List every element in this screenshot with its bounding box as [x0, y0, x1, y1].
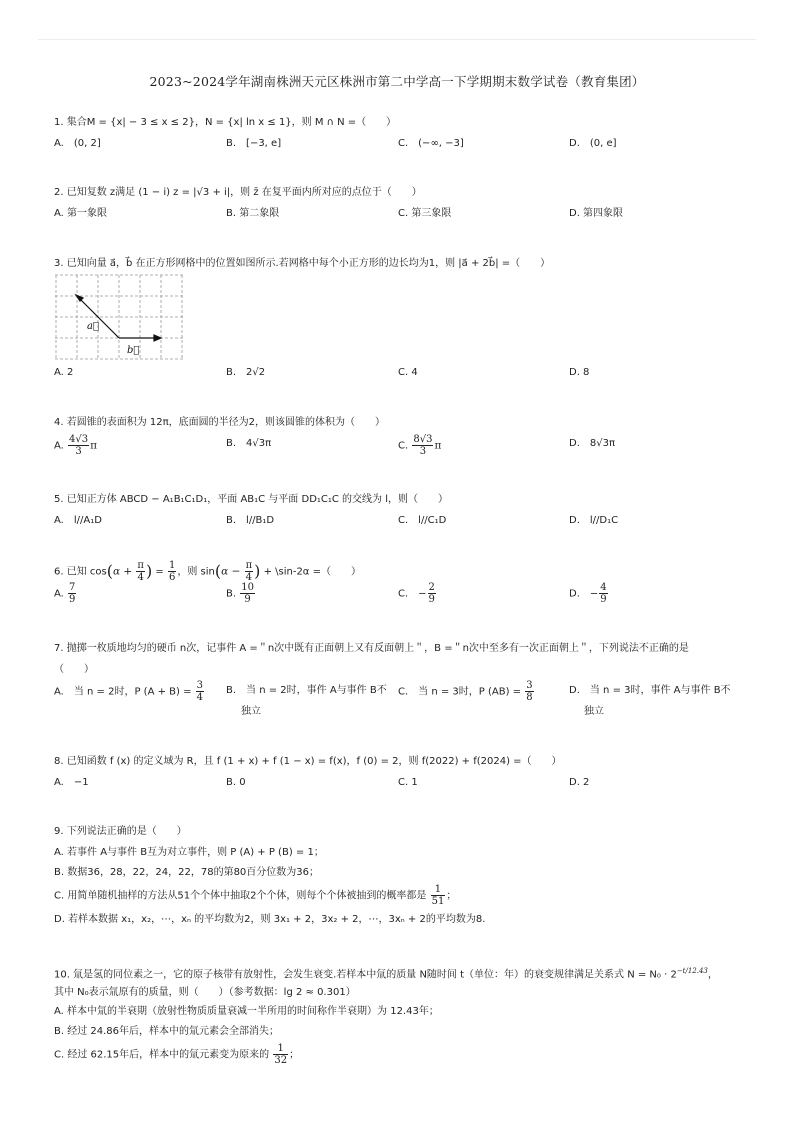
question-1	[54, 116, 744, 130]
q5-option-b[interactable]: B. l//B₁D	[226, 515, 275, 526]
q5-option-a[interactable]: A. l//A₁D	[54, 515, 102, 526]
question-10-text: 10. 氚是氢的同位素之一，它的原子核带有放射性，会发生衰变.若样本中氚的质量 N随时间 t（单位：年）的衰变规律满足关系式 $N = N_0 \cdot 2^{-t/12.43}$，	[54, 967, 718, 981]
q8-option-b[interactable]: B. 0	[226, 777, 246, 788]
q7-option-b[interactable]: B. 当 n = 2时，事件 A与事件 B不 独立	[226, 685, 387, 717]
question-8	[54, 755, 744, 769]
q3-option-c[interactable]: C. 4	[398, 367, 418, 378]
q7-option-d[interactable]: D. 当 n = 3时，事件 A与事件 B不 独立	[569, 685, 731, 717]
question-2-text: 2. 已知复数 z满足 (1 − i) z = |√3 + i|，则 z̄ 在复平面内所对应的点位于（ ）	[54, 187, 422, 198]
question-7	[54, 642, 744, 677]
q10-option-b[interactable]: B. 经过 24.86年后，样本中的氚元素会全部消失；	[54, 1026, 280, 1037]
question-10	[54, 964, 744, 1000]
question-3-text: 3. 已知向量 a⃗，b⃗ 在正方形网格中的位置如图所示.若网格中每个小正方形的边长均为1，则 |a⃗ + 2b⃗| =（ ）	[54, 258, 551, 269]
question-5	[54, 493, 744, 507]
q4-option-b[interactable]: B. 4√3π	[226, 438, 272, 449]
q9-option-b[interactable]: B. 数据36，28，22，24，22，78的第80百分位数为36；	[54, 867, 320, 878]
q1-option-b[interactable]: B. [−3, e]	[226, 138, 282, 149]
question-7-text: 7. 抛掷一枚质地均匀的硬币 n次，记事件 A =＂n次中既有正面朝上又有反面朝上＂，B =＂n次中至多有一次正面朝上＂，下列说法不正确的是	[54, 643, 689, 654]
q6-option-a[interactable]: A. $\frac{7}{9}$	[54, 582, 76, 605]
q5-option-d[interactable]: D. l//D₁C	[569, 515, 619, 526]
question-1-text: 1. 集合M = {x| − 3 ≤ x ≤ 2}，N = {x| ln x ≤ 1}，则 M ∩ N =（ ）	[54, 117, 397, 128]
q2-option-b[interactable]: B. 第二象限	[226, 208, 280, 219]
question-7-text-2: （ ）	[54, 664, 94, 675]
q4-option-c[interactable]: C. $\frac{8√3}{3}$ π	[398, 434, 442, 457]
q4-option-a-fraction: $\frac{4√3}{3}$	[69, 434, 89, 457]
question-10-text-2: 其中 N₀表示氚原有的质量，则（ ）（参考数据：lg 2 ≈ 0.301）	[54, 987, 356, 999]
vector-grid-figure	[55, 273, 185, 363]
question-4	[54, 416, 744, 430]
q2-option-d[interactable]: D. 第四象限	[569, 208, 624, 219]
question-9-text: 9. 下列说法正确的是（ ）	[54, 826, 187, 837]
q3-option-d[interactable]: D. 8	[569, 367, 590, 378]
q1-option-d[interactable]: D. (0, e]	[569, 138, 617, 149]
question-3	[54, 257, 744, 271]
q10-option-c[interactable]: C. 经过 62.15年后，样本中的氚元素变为原来的 $\frac{1}{32}$ ；	[54, 1043, 300, 1066]
q6-option-c[interactable]: C. − $\frac{2}{9}$	[398, 582, 435, 605]
q8-option-d[interactable]: D. 2	[569, 777, 590, 788]
q2-option-c[interactable]: C. 第三象限	[398, 208, 452, 219]
decay-exponent: −t/12.43	[676, 967, 708, 975]
q9-option-a[interactable]: A. 若事件 A与事件 B互为对立事件，则 P (A) + P (B) = 1；	[54, 847, 324, 858]
q4-option-a[interactable]: A. $\frac{4√3}{3}$ π	[54, 434, 98, 457]
q7-option-c[interactable]: C. 当 n = 3时，P (AB) = $\frac{3}{8}$	[398, 680, 533, 703]
q4-option-c-label: C.	[398, 440, 409, 452]
vector-a-label: a⃗	[87, 321, 99, 332]
vector-b-label: b⃗	[127, 345, 140, 356]
question-5-text: 5. 已知正方体 ABCD − A₁B₁C₁D₁，平面 AB₁C 与平面 DD₁C₁C 的交线为 l，则（ ）	[54, 494, 449, 505]
q8-option-a[interactable]: A. −1	[54, 777, 89, 788]
question-2	[54, 186, 744, 200]
q5-option-c[interactable]: C. l//C₁D	[398, 515, 447, 526]
q2-option-a[interactable]: A. 第一象限	[54, 208, 108, 219]
q3-option-a[interactable]: A. 2	[54, 367, 74, 378]
question-4-text: 4. 若圆锥的表面积为 12π，底面圆的半径为2，则该圆锥的体积为（ ）	[54, 417, 386, 428]
page-title: 2023~2024学年湖南株洲天元区株洲市第二中学高一下学期期末数学试卷（教育集团）	[149, 74, 645, 89]
q4-option-d[interactable]: D. 8√3π	[569, 438, 615, 449]
q4-option-a-label: A.	[54, 440, 64, 452]
question-6-text: 6. 已知 cos(α + $\frac{\pi}{4}$ ) = $\frac{1}{6}$ ，则 sin(α − $\frac{\pi}{4}$ ) + \sin-2α =（ ）	[54, 560, 361, 583]
q3-option-b[interactable]: B. 2√2	[226, 367, 266, 378]
question-9	[54, 825, 744, 839]
q1-option-c[interactable]: C. (−∞, −3]	[398, 138, 464, 149]
q1-option-a[interactable]: A. (0, 2]	[54, 138, 101, 149]
q9-option-c[interactable]: C. 用简单随机抽样的方法从51个个体中抽取2个个体，则每个个体被抽到的概率都是 $\frac{1}{51}$ ；	[54, 884, 457, 907]
q4-option-c-fraction: $\frac{8√3}{3}$	[413, 434, 433, 457]
question-6	[54, 560, 744, 583]
q8-option-c[interactable]: C. 1	[398, 777, 418, 788]
q6-option-d[interactable]: D. − $\frac{4}{9}$	[569, 582, 607, 605]
q9-option-d[interactable]: D. 若样本数据 x₁，x₂，⋯，xₙ 的平均数为2，则 3x₁ + 2，3x₂ + 2，⋯，3xₙ + 2的平均数为8.	[54, 914, 486, 925]
question-8-text: 8. 已知函数 f (x) 的定义域为 R，且 f (1 + x) + f (1 − x) = f(x)，f (0) = 2，则 f(2022) + f(2024) =（ ）	[54, 756, 562, 767]
q10-option-a[interactable]: A. 样本中氚的半衰期（放射性物质质量衰减一半所用的时间称作半衰期）为 12.43年；	[54, 1006, 439, 1017]
q6-option-b[interactable]: B. $\frac{10}{9}$	[226, 582, 254, 605]
q7-option-a[interactable]: A. 当 n = 2时，P (A + B) = $\frac{3}{4}$	[54, 680, 204, 703]
page-top-divider	[38, 39, 756, 40]
